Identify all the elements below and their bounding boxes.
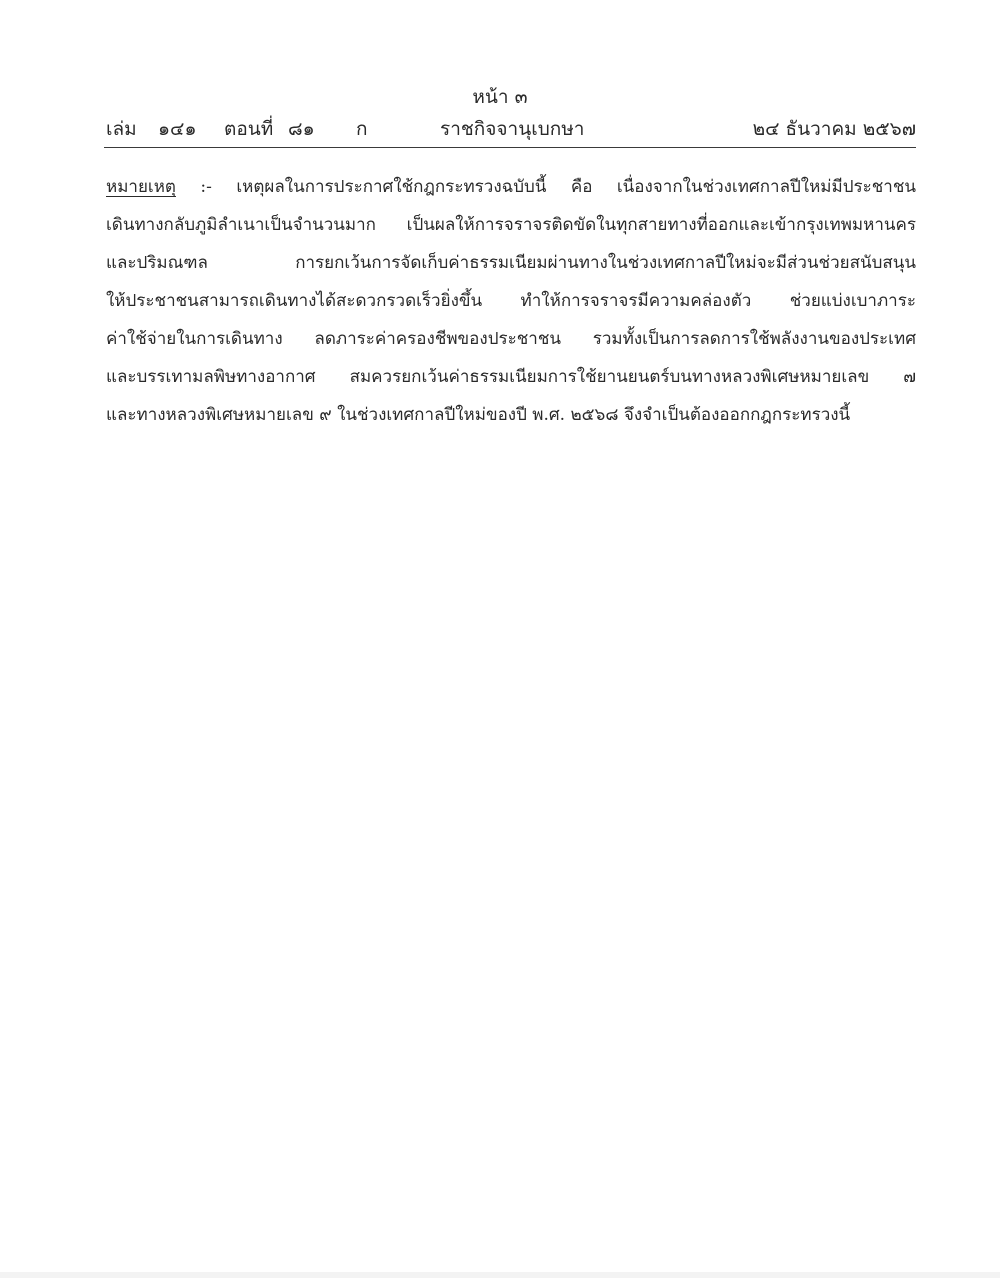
page-number: หน้า ๓	[472, 86, 528, 108]
volume-number: ๑๔๑	[158, 118, 197, 140]
remark-line: เดินทางกลับภูมิลำเนาเป็นจำนวนมาก เป็นผลให้การจราจรติดขัดในทุกสายทางที่ออกและเข้ากรุงเทพมหานคร	[106, 215, 916, 235]
remark-line: และบรรเทามลพิษทางอากาศ สมควรยกเว้นค่าธรรมเนียมการใช้ยานยนตร์บนทางหลวงพิเศษหมายเลข ๗	[106, 367, 916, 387]
remark-line-text: :- เหตุผลในการประกาศใช้กฎกระทรวงฉบับนี้ คือ เนื่องจากในช่วงเทศกาลปีใหม่มีประชาชน	[175, 177, 916, 197]
remark-line: และทางหลวงพิเศษหมายเลข ๙ ในช่วงเทศกาลปีใหม่ของปี พ.ศ. ๒๕๖๘ จึงจำเป็นต้องออกกฎกระทรวงนี้	[106, 405, 851, 425]
publication-date: ๒๔ ธันวาคม ๒๕๖๗	[752, 118, 916, 140]
page-bottom-edge	[0, 1272, 1000, 1278]
section-part: ก	[356, 118, 368, 140]
remark-line: และปริมณฑล การยกเว้นการจัดเก็บค่าธรรมเนียมผ่านทางในช่วงเทศกาลปีใหม่จะมีส่วนช่วยสนับสนุน	[106, 253, 916, 273]
gazette-header	[106, 116, 916, 144]
remark-line: ให้ประชาชนสามารถเดินทางได้สะดวกรวดเร็วยิ่งขึ้น ทำให้การจราจรมีความคล่องตัว ช่วยแบ่งเบาภาระ	[106, 291, 916, 311]
section-label: ตอนที่	[224, 118, 274, 140]
volume-label: เล่ม	[106, 118, 137, 140]
section-number: ๘๑	[288, 118, 315, 140]
remark-line: ค่าใช้จ่ายในการเดินทาง ลดภาระค่าครองชีพของประชาชน รวมทั้งเป็นการลดการใช้พลังงานของประเทศ	[106, 329, 916, 349]
remark-paragraph	[106, 170, 916, 436]
remark-label: หมายเหตุ	[106, 177, 176, 197]
publication-title: ราชกิจจานุเบกษา	[440, 118, 585, 140]
header-divider	[104, 147, 916, 148]
remark-line	[106, 170, 916, 208]
